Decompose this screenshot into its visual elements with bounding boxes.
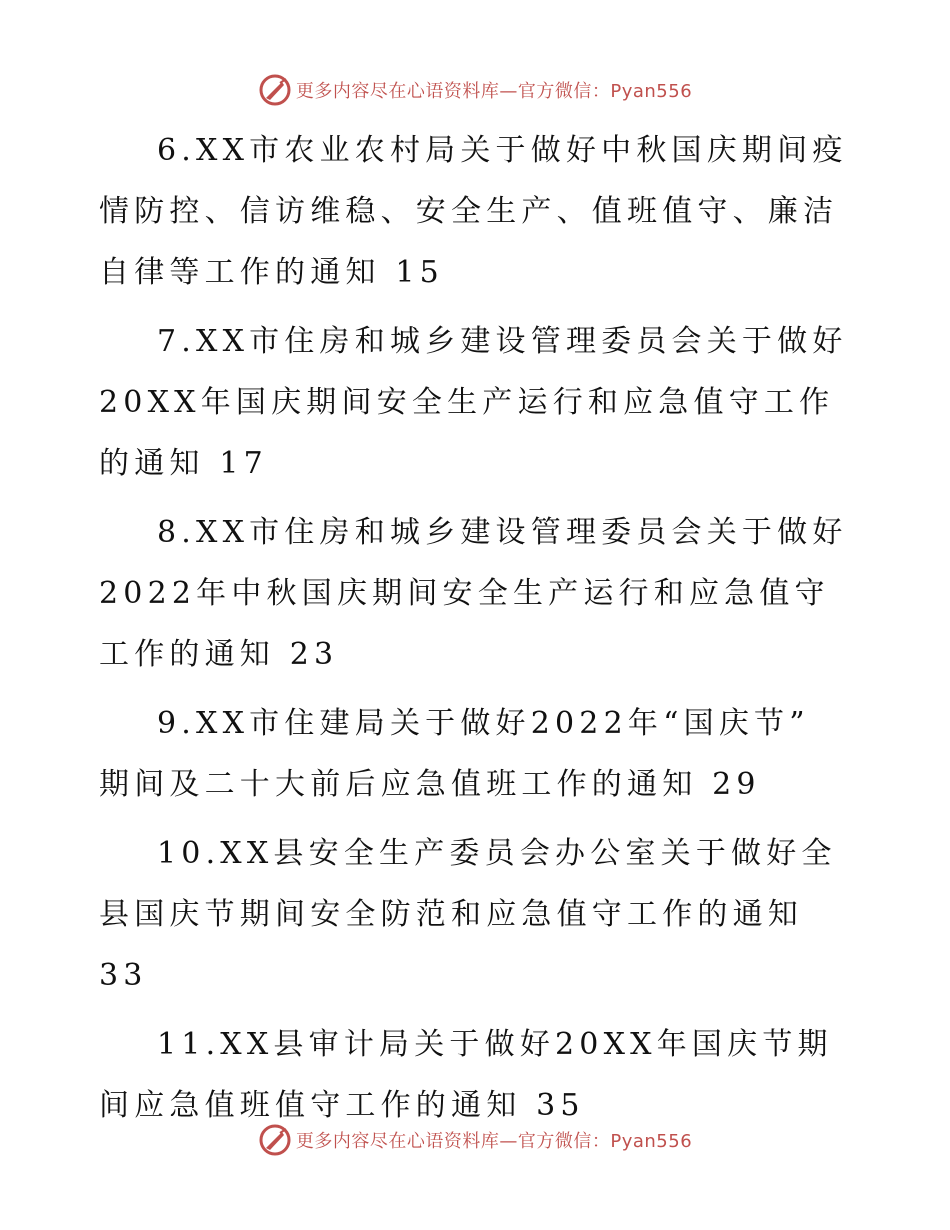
toc-entry-9: 9.XX市住建局关于做好2022年“国庆节” 期间及二十大前后应急值班工作的通知 29 [99,706,810,802]
toc-entry-8: 8.XX市住房和城乡建设管理委员会关于做好2022年中秋国庆期间安全生产运行和应急值守工作的通知 23 [99,515,848,672]
toc-entry-11: 11.XX县审计局关于做好20XX年国庆节期间应急值班值守工作的通知 35 [99,1027,833,1123]
footer-watermark [0,1122,950,1158]
feather-pen-logo-icon [258,73,292,107]
toc-entry-6: 6.XX市农业农村局关于做好中秋国庆期间疫情防控、信访维稳、安全生产、值班值守、廉洁自律等工作的通知 15 [99,133,848,290]
toc-list [99,120,859,1136]
watermark-text: 更多内容尽在心语资料库—官方微信：Pyan556 [295,81,693,102]
feather-pen-logo-icon [258,1123,292,1157]
header-watermark [0,72,950,108]
toc-entry-7: 7.XX市住房和城乡建设管理委员会关于做好20XX年国庆期间安全生产运行和应急值守工作的通知 17 [99,324,848,481]
watermark-text: 更多内容尽在心语资料库—官方微信：Pyan556 [295,1131,693,1152]
toc-entry-10: 10.XX县安全生产委员会办公室关于做好全县国庆节期间安全防范和应急值守工作的通知 33 [99,836,837,993]
